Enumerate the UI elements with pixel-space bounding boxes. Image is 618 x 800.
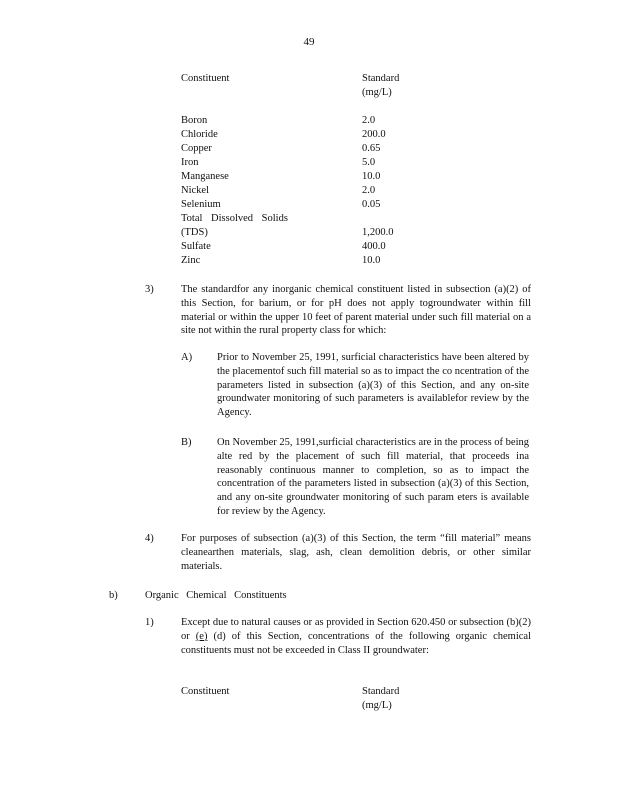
item-1-underlined: (e) <box>195 630 208 642</box>
standard-value: 0.05 <box>362 199 381 210</box>
standard-value: 0.65 <box>362 143 381 154</box>
header-constituent: Constituent <box>181 73 230 84</box>
constituent-name: Copper <box>181 143 212 154</box>
item-4-text: For purposes of subsection (a)(3) of this Section, the term “fill material” means cleanearthen materials, slag, ash, clean demolition debris, or other similar materials. <box>181 533 531 572</box>
constituent-name: Boron <box>181 115 208 126</box>
standard-value: 400.0 <box>362 241 386 252</box>
standard-value: 10.0 <box>362 255 381 266</box>
page-number: 49 <box>303 36 315 48</box>
header-units: (mg/L) <box>362 87 392 98</box>
standard-value: 2.0 <box>362 115 376 126</box>
standard-value: 10.0 <box>362 171 381 182</box>
item-3-text: The standardfor any inorganic chemical constituent listed in subsection (a)(2) of this Section, for barium, or for pH does not apply togroundwater within fill material or within the upper 10 feet of parent material under such fill material on a site not within the rural property class for which: <box>181 284 531 337</box>
constituent-name: Total Dissolved Solids <box>181 213 288 224</box>
header-standard: Standard <box>362 686 400 697</box>
item-1-text-after: (d) of this Section, concentrations of the following organic chemical constituents must not be exceeded in Class II groundwater: <box>181 630 531 656</box>
constituent-name: Iron <box>181 157 199 168</box>
header-standard: Standard <box>362 73 400 84</box>
standard-value: 5.0 <box>362 157 376 168</box>
constituent-name: Selenium <box>181 199 221 210</box>
section-b-item-1-text <box>181 616 531 657</box>
header-units: (mg/L) <box>362 700 392 711</box>
item-3a-text: Prior to November 25, 1991, surficial characteristics have been altered by the placementof such fill material so as to impact the co ncentration of the parameters listed in subsection (a)(3) of this Section, and any on-site groundwater monitoring of such parameters is availablefor review by the Agency. <box>217 352 529 419</box>
item-3a-label: A) <box>181 352 193 363</box>
section-b-label: b) <box>109 590 118 601</box>
constituent-name: (TDS) <box>181 227 208 238</box>
item-3b-label: B) <box>181 437 192 448</box>
constituent-name: Manganese <box>181 171 229 182</box>
constituent-name: Nickel <box>181 185 209 196</box>
item-3b-text: On November 25, 1991,surficial characteristics are in the process of being alte red by the placement of such fill material, that proceeds ina reasonably continuous manner to completion, so as to impact the concentration of the parameters listed in subsection (a)(3) of this Section, and any on-site groundwater monitoring of such param eters is available for review by the Agency. <box>217 437 529 517</box>
item-4-label: 4) <box>145 533 154 544</box>
constituent-name: Zinc <box>181 255 201 266</box>
section-b-heading: Organic Chemical Constituents <box>145 590 287 601</box>
standard-value: 1,200.0 <box>362 227 394 238</box>
item-1-text-before: Except due to natural causes or as provided in Section 620.450 or subsection (b)(2) or <box>181 617 531 642</box>
inorganic-table <box>181 72 441 268</box>
constituent-name: Sulfate <box>181 241 211 252</box>
item-3-label: 3) <box>145 284 154 295</box>
section-b-item-1-label: 1) <box>145 617 154 628</box>
header-constituent: Constituent <box>181 686 230 697</box>
constituent-name: Chloride <box>181 129 218 140</box>
standard-value: 200.0 <box>362 129 386 140</box>
organic-table-header <box>181 685 441 715</box>
standard-value: 2.0 <box>362 185 376 196</box>
